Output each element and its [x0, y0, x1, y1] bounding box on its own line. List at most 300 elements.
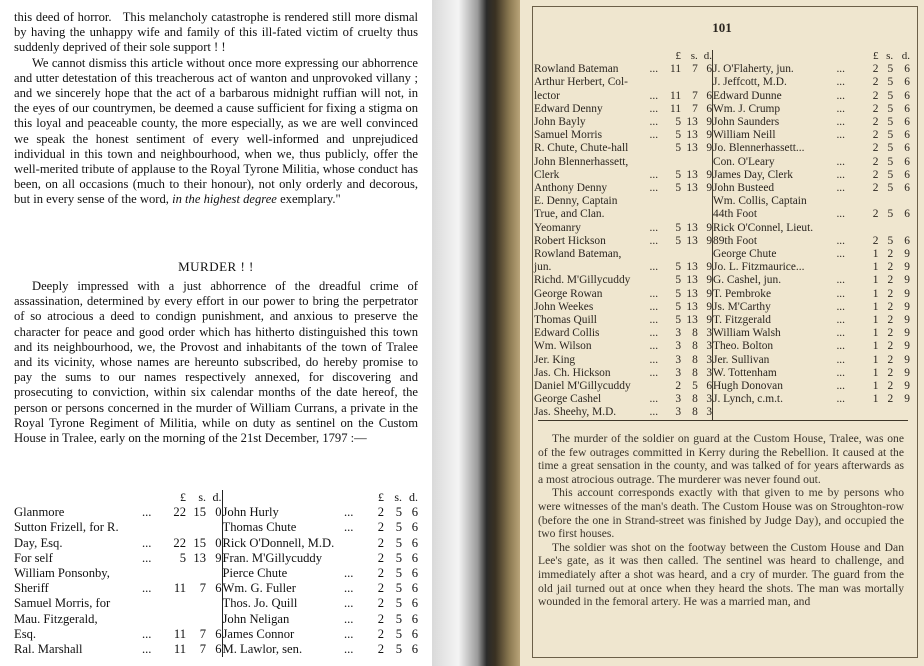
amount-pounds: 5	[675, 221, 682, 234]
subscriber-name: E. Denny, Captain	[534, 195, 618, 208]
subscriber-row	[534, 235, 910, 248]
leader-dots	[650, 76, 665, 89]
subscriber-row	[14, 581, 418, 596]
leader-dots: ...	[649, 89, 659, 102]
subscriber-name: Arthur Herbert, Col-	[534, 76, 628, 89]
subscriber-name: James Connor	[222, 626, 295, 641]
amount-shillings: 5	[887, 155, 894, 168]
amount-pence: 9	[904, 287, 910, 300]
amount-pence: 9	[698, 301, 713, 314]
amount-pounds: 2	[872, 182, 879, 195]
amount-pence: 3	[698, 367, 713, 380]
leader-dots	[142, 612, 164, 627]
currency-header-row	[534, 50, 910, 63]
subscriber-name: Rick O'Donnell, M.D.	[222, 535, 335, 550]
amount-shillings: 2	[887, 300, 894, 313]
left-page	[0, 0, 432, 666]
amount-pence: 6	[904, 102, 910, 115]
amount-pounds: 5	[675, 274, 682, 287]
currency-header: d.	[698, 50, 713, 63]
amount-shillings: 7	[199, 626, 206, 641]
para2-end: exemplary."	[280, 192, 341, 207]
currency-header: d.	[206, 490, 222, 505]
amount-pence: 9	[904, 366, 910, 379]
leader-dots: ...	[649, 116, 659, 129]
amount-pence: 6	[206, 627, 222, 642]
amount-pence: 3	[698, 327, 713, 340]
header-spacer	[836, 50, 853, 63]
amount-shillings: 13	[686, 287, 698, 300]
amount-pounds: 5	[675, 314, 682, 327]
amount-pounds: 2	[377, 642, 384, 657]
amount-pence: 6	[904, 168, 910, 181]
amount-pounds: 2	[377, 596, 384, 611]
amount-pence: 6	[904, 182, 910, 195]
leader-dots: ...	[836, 76, 845, 89]
amount-shillings: 5	[395, 535, 402, 550]
leader-dots: ...	[836, 314, 845, 327]
leader-dots: ...	[649, 234, 659, 247]
amount-pounds	[664, 208, 681, 221]
header-spacer	[14, 490, 142, 505]
leader-dots	[344, 536, 366, 551]
amount-pounds: 2	[377, 581, 384, 596]
amount-pence	[206, 520, 222, 535]
leader-dots	[650, 248, 665, 261]
leader-dots: ...	[836, 353, 845, 366]
leader-dots: ...	[344, 566, 354, 581]
header-spacer	[534, 50, 650, 63]
leader-dots: ...	[836, 168, 845, 181]
leader-dots: ...	[649, 168, 659, 181]
amount-pence: 6	[904, 116, 910, 129]
amount-pence: 9	[698, 142, 713, 155]
subscriber-name: Ral. Marshall	[14, 642, 83, 657]
amount-pounds: 1	[872, 327, 879, 340]
subscriber-name: T. Pembroke	[713, 287, 772, 300]
leader-dots	[142, 596, 164, 611]
amount-pence: 6	[904, 142, 910, 155]
subscriber-name: Con. O'Leary	[713, 155, 775, 168]
amount-pounds: 3	[675, 353, 682, 366]
subscriber-row	[534, 354, 910, 367]
amount-pounds: 5	[675, 129, 682, 142]
amount-shillings: 13	[686, 129, 698, 142]
amount-shillings: 2	[887, 353, 894, 366]
subscriber-name: R. Chute, Chute-hall	[534, 142, 629, 155]
currency-header: £	[675, 50, 682, 62]
subscriber-name: John Saunders	[713, 116, 780, 129]
amount-shillings	[186, 596, 206, 611]
subscriber-name: Theo. Bolton	[713, 340, 774, 353]
leader-dots: ...	[836, 208, 845, 221]
amount-shillings: 2	[887, 380, 894, 393]
amount-pounds: 2	[872, 129, 879, 142]
leader-dots	[836, 261, 853, 274]
amount-pence: 9	[904, 340, 910, 353]
leader-dots: ...	[836, 102, 845, 115]
subscriber-row	[14, 627, 418, 642]
subscriber-name: Day, Esq.	[14, 535, 63, 550]
amount-pounds: 2	[872, 102, 879, 115]
leader-dots: ...	[142, 642, 152, 657]
amount-pounds: 5	[675, 116, 682, 129]
subscriber-name: Samuel Morris	[534, 129, 603, 142]
subscriber-row	[534, 301, 910, 314]
amount-shillings: 13	[686, 142, 698, 155]
subscriber-row	[534, 116, 910, 129]
amount-pence: 6	[698, 90, 713, 103]
subscriber-row	[534, 90, 910, 103]
subscriber-name: John Weekes	[534, 300, 594, 313]
amount-pounds: 2	[872, 63, 879, 76]
subscriber-name: Thomas Quill	[534, 314, 597, 327]
subscriber-row	[534, 195, 910, 208]
amount-pounds: 2	[377, 550, 384, 565]
amount-pounds	[164, 596, 186, 611]
amount-shillings: 13	[686, 182, 698, 195]
amount-shillings: 2	[887, 366, 894, 379]
amount-shillings	[186, 612, 206, 627]
amount-shillings: 13	[686, 274, 698, 287]
amount-shillings: 5	[887, 234, 894, 247]
para1-start: this deed of horror.	[14, 10, 112, 24]
amount-shillings: 5	[395, 581, 402, 596]
amount-pounds: 2	[872, 142, 879, 155]
subscriber-row	[534, 380, 910, 393]
subscriber-name: Pierce Chute	[222, 566, 288, 581]
amount-pence: 9	[698, 129, 713, 142]
currency-header: £	[378, 490, 384, 504]
amount-pence: 9	[206, 551, 222, 566]
subscriber-name: Clerk	[534, 168, 560, 181]
amount-shillings	[681, 156, 698, 169]
amount-pence: 9	[698, 261, 713, 274]
amount-pounds: 2	[377, 626, 384, 641]
currency-header: s.	[690, 50, 698, 62]
currency-header: £	[872, 50, 879, 62]
leader-dots: ...	[836, 234, 845, 247]
amount-pence: 9	[904, 393, 910, 406]
amount-pence: 6	[411, 611, 418, 626]
amount-pounds: 11	[173, 626, 186, 641]
subscriber-row	[534, 222, 910, 235]
header-spacer	[713, 50, 837, 63]
subscriber-row	[534, 367, 910, 380]
amount-pounds	[164, 520, 186, 535]
currency-header: s.	[886, 50, 894, 62]
amount-shillings: 5	[887, 116, 894, 129]
amount-pence: 0	[206, 505, 222, 520]
leader-dots: ...	[836, 182, 845, 195]
amount-pence: 9	[698, 274, 713, 287]
amount-pence: 9	[904, 274, 910, 287]
narrative-paragraph-1: The murder of the soldier on guard at the Custom House, Tralee, was one of the few outrages committed in Kerry during the Rebellion. It caused at the time a great sensation in the county, and was talked of for years afterwards as a most atrocious outrage. The murderer was never found out.	[538, 432, 904, 486]
amount-shillings: 8	[692, 393, 698, 406]
amount-pounds: 2	[377, 520, 384, 535]
intro-text	[14, 10, 418, 208]
subscriber-name: Mau. Fitzgerald,	[14, 611, 98, 626]
amount-pounds: 3	[675, 393, 682, 406]
subscriber-name: jun.	[534, 261, 552, 274]
subscriber-name: Edward Collis	[534, 327, 600, 340]
leader-dots: ...	[344, 642, 354, 657]
amount-pounds: 2	[675, 380, 682, 393]
amount-shillings: 15	[193, 505, 206, 520]
amount-shillings: 7	[692, 63, 698, 76]
subscriber-row	[14, 566, 418, 581]
amount-pence: 6	[904, 208, 910, 221]
subscriber-row	[534, 288, 910, 301]
amount-shillings: 5	[887, 168, 894, 181]
subscriber-name: Rowland Bateman	[534, 63, 619, 76]
amount-pence: 0	[206, 536, 222, 551]
amount-pounds: 11	[670, 63, 682, 76]
amount-pounds: 2	[872, 208, 879, 221]
amount-pence: 9	[698, 222, 713, 235]
leader-dots: ...	[344, 611, 354, 626]
amount-shillings: 13	[686, 300, 698, 313]
amount-shillings: 2	[887, 340, 894, 353]
amount-pence: 6	[698, 63, 713, 76]
amount-pounds	[164, 612, 186, 627]
amount-pence: 9	[698, 235, 713, 248]
amount-pence: 6	[206, 642, 222, 657]
leader-dots: ...	[649, 102, 659, 115]
amount-shillings: 2	[887, 314, 894, 327]
subscribers-table-left	[14, 490, 418, 657]
amount-pence: 9	[904, 248, 910, 261]
subscriber-name: For self	[14, 550, 53, 565]
subscriber-name: John Busteed	[713, 182, 775, 195]
subscriber-row	[14, 520, 418, 535]
amount-pence: 6	[698, 380, 713, 393]
amount-pence	[893, 406, 910, 419]
leader-dots: ...	[344, 626, 354, 641]
leader-dots: ...	[836, 393, 845, 406]
leader-dots: ...	[344, 505, 354, 520]
amount-shillings: 7	[692, 89, 698, 102]
para2-italic: in the highest degree	[172, 192, 277, 207]
leader-dots	[836, 142, 853, 155]
amount-pounds: 1	[872, 287, 879, 300]
subscriber-row	[534, 274, 910, 287]
amount-pounds: 11	[670, 102, 682, 115]
narrative-paragraph-3: The soldier was shot on the footway between the Custom House and Dan Lee's gate, as it was then called. The sentinel was heard to challenge, and immediately after a shot was heard, and a cry of murder. The guard from the old jail turned out at once when they heard the shots. The man was mortally wounded in the femoral artery. He was a married man, and	[538, 540, 904, 609]
amount-shillings: 8	[692, 353, 698, 366]
subscriber-row	[534, 327, 910, 340]
header-spacer	[344, 490, 366, 505]
amount-shillings: 5	[395, 566, 402, 581]
amount-shillings: 2	[887, 248, 894, 261]
amount-pence: 6	[698, 103, 713, 116]
amount-shillings: 2	[887, 287, 894, 300]
subscriber-row	[14, 612, 418, 627]
amount-pence: 6	[904, 76, 910, 89]
currency-header: £	[180, 490, 186, 504]
amount-shillings: 13	[686, 221, 698, 234]
currency-header-row	[14, 490, 418, 505]
amount-pounds: 3	[675, 366, 682, 379]
amount-shillings: 2	[887, 274, 894, 287]
leader-dots: ...	[649, 261, 659, 274]
amount-pence: 9	[698, 169, 713, 182]
amount-shillings: 5	[887, 208, 894, 221]
subscriber-name	[713, 406, 837, 419]
amount-pounds: 1	[872, 248, 879, 261]
amount-pence: 6	[411, 642, 418, 657]
amount-shillings: 5	[395, 505, 402, 520]
amount-pence: 9	[698, 288, 713, 301]
amount-pence: 3	[698, 354, 713, 367]
amount-pence	[698, 76, 713, 89]
amount-pounds: 22	[173, 505, 186, 520]
amount-pounds: 22	[173, 535, 186, 550]
amount-pounds: 11	[173, 581, 186, 596]
subscriber-name: Yeomanry	[534, 221, 581, 234]
amount-pounds: 1	[872, 353, 879, 366]
subscriber-row	[534, 169, 910, 182]
narrative-text	[538, 432, 904, 609]
paragraph-2	[14, 56, 418, 208]
amount-pence: 6	[411, 505, 418, 520]
narrative-paragraph-2: This account corresponds exactly with that given to me by persons who were witnesses of the man's death. The Custom House was on Stroughton-row (before the one in Strand-street was finished by Judge Day), and occupied the two first houses.	[538, 486, 904, 541]
leader-dots	[650, 142, 665, 155]
subscriber-name: Wm. G. Fuller	[222, 581, 296, 596]
leader-dots: ...	[649, 221, 659, 234]
leader-dots: ...	[649, 300, 659, 313]
subscriber-row	[534, 261, 910, 274]
amount-pounds: 1	[872, 314, 879, 327]
leader-dots	[836, 195, 853, 208]
amount-pence	[206, 612, 222, 627]
subscriber-name: Hugh Donovan	[713, 380, 783, 393]
header-spacer	[142, 490, 164, 505]
leader-dots: ...	[649, 63, 659, 76]
amount-shillings: 2	[887, 261, 894, 274]
leader-dots	[650, 195, 665, 208]
amount-pounds: 1	[872, 380, 879, 393]
amount-pence: 9	[698, 116, 713, 129]
amount-shillings: 13	[686, 314, 698, 327]
amount-pounds: 2	[377, 611, 384, 626]
subscriber-row	[534, 248, 910, 261]
currency-header: d.	[409, 490, 418, 504]
subscriber-row	[534, 156, 910, 169]
subscriber-name: W. Tottenham	[713, 366, 777, 379]
currency-header: s.	[394, 490, 402, 504]
subscriber-name: Jas. Sheehy, M.D.	[534, 406, 617, 419]
leader-dots: ...	[649, 353, 659, 366]
amount-pounds: 3	[675, 340, 682, 353]
amount-shillings: 7	[199, 642, 206, 657]
amount-shillings: 13	[686, 261, 698, 274]
subscriber-name: Jer. Sullivan	[713, 353, 770, 366]
amount-pence: 9	[904, 327, 910, 340]
leader-dots: ...	[836, 248, 845, 261]
leader-dots: ...	[142, 550, 152, 565]
subscriber-row	[14, 642, 418, 657]
amount-pounds: 5	[675, 234, 682, 247]
leader-dots	[836, 406, 853, 419]
amount-pounds: 2	[872, 234, 879, 247]
paragraph-1	[14, 10, 418, 56]
subscriber-name: George Rowan	[534, 287, 603, 300]
leader-dots	[836, 222, 853, 235]
amount-shillings: 15	[193, 535, 206, 550]
amount-shillings: 5	[395, 626, 402, 641]
subscriber-name: 89th Foot	[713, 234, 758, 247]
subscriber-name: Jas. Ch. Hickson	[534, 366, 611, 379]
amount-pence: 3	[698, 406, 713, 419]
leader-dots: ...	[836, 287, 845, 300]
subscriber-name: lector	[534, 89, 560, 102]
para2-text: We cannot dismiss this article without once more expressing our abhorrence and utter detestation of this treacherous act of wanton and unprovoked villany ; and we sincerely hope that the act of a barbarous midnight ruffian will not, in the eyes of our countrymen, be deemed a cause sufficient for fixing a stigma on this loyal and peaceable county, the more especially, as we are well convinced we speak the honest sentiment of every well-informed and unprejudiced individual in this town and neighbourhood, when we, thus publicly, offer the well-merited tribute of applause to the Royal Tyrone Militia, whose conduct has been, on all occasions (much to their honour), not only orderly and decorous, but in every sense of the word,	[14, 55, 418, 207]
amount-pence: 6	[411, 596, 418, 611]
amount-pounds: 2	[377, 566, 384, 581]
amount-pounds: 5	[675, 261, 682, 274]
amount-pounds: 11	[670, 89, 682, 102]
leader-dots: ...	[142, 626, 152, 641]
para1-rest: This melancholy catastrophe is rendered still more dismal by having the unhappy wife and family of this ill-fated victim of cruelty thus suddenly deprived of their sole support ! !	[14, 10, 418, 55]
amount-shillings	[681, 195, 698, 208]
subscriber-name: Jo. Blennerhassett...	[713, 142, 805, 155]
amount-pounds: 2	[872, 116, 879, 129]
leader-dots: ...	[649, 287, 659, 300]
amount-shillings: 5	[395, 611, 402, 626]
amount-pence	[206, 566, 222, 581]
leader-dots: ...	[649, 406, 659, 419]
leader-dots: ...	[836, 129, 845, 142]
leader-dots: ...	[836, 327, 845, 340]
amount-pounds: 1	[872, 300, 879, 313]
amount-pence: 3	[698, 393, 713, 406]
leader-dots	[650, 208, 665, 221]
leader-dots: ...	[649, 129, 659, 142]
subscriber-name: Anthony Denny	[534, 182, 608, 195]
amount-pounds	[664, 76, 681, 89]
leader-dots	[650, 156, 665, 169]
leader-dots	[650, 274, 665, 287]
subscriber-name: Wm. Collis, Captain	[713, 195, 807, 208]
subscriber-name: John Blennerhassett,	[534, 155, 629, 168]
amount-pounds	[853, 195, 878, 208]
subscriber-name: John Hurly	[222, 505, 279, 520]
amount-pence: 6	[904, 155, 910, 168]
subscriber-name: True, and Clan.	[534, 208, 605, 221]
amount-pounds	[664, 195, 681, 208]
amount-pounds: 2	[377, 505, 384, 520]
leader-dots: ...	[836, 380, 845, 393]
leader-dots: ...	[649, 314, 659, 327]
amount-shillings: 5	[887, 102, 894, 115]
amount-shillings: 13	[193, 550, 206, 565]
amount-pence: 9	[698, 182, 713, 195]
header-spacer	[222, 490, 344, 505]
leader-dots	[344, 551, 366, 566]
amount-shillings: 5	[887, 63, 894, 76]
currency-header: d.	[901, 50, 910, 62]
subscriber-name: Rowland Bateman,	[534, 248, 622, 261]
amount-shillings: 5	[887, 142, 894, 155]
leader-dots: ...	[836, 274, 845, 287]
amount-pounds	[164, 566, 186, 581]
amount-pence: 6	[904, 63, 910, 76]
amount-shillings: 5	[395, 642, 402, 657]
amount-pence	[698, 248, 713, 261]
amount-shillings	[186, 566, 206, 581]
book-gutter	[432, 0, 520, 666]
